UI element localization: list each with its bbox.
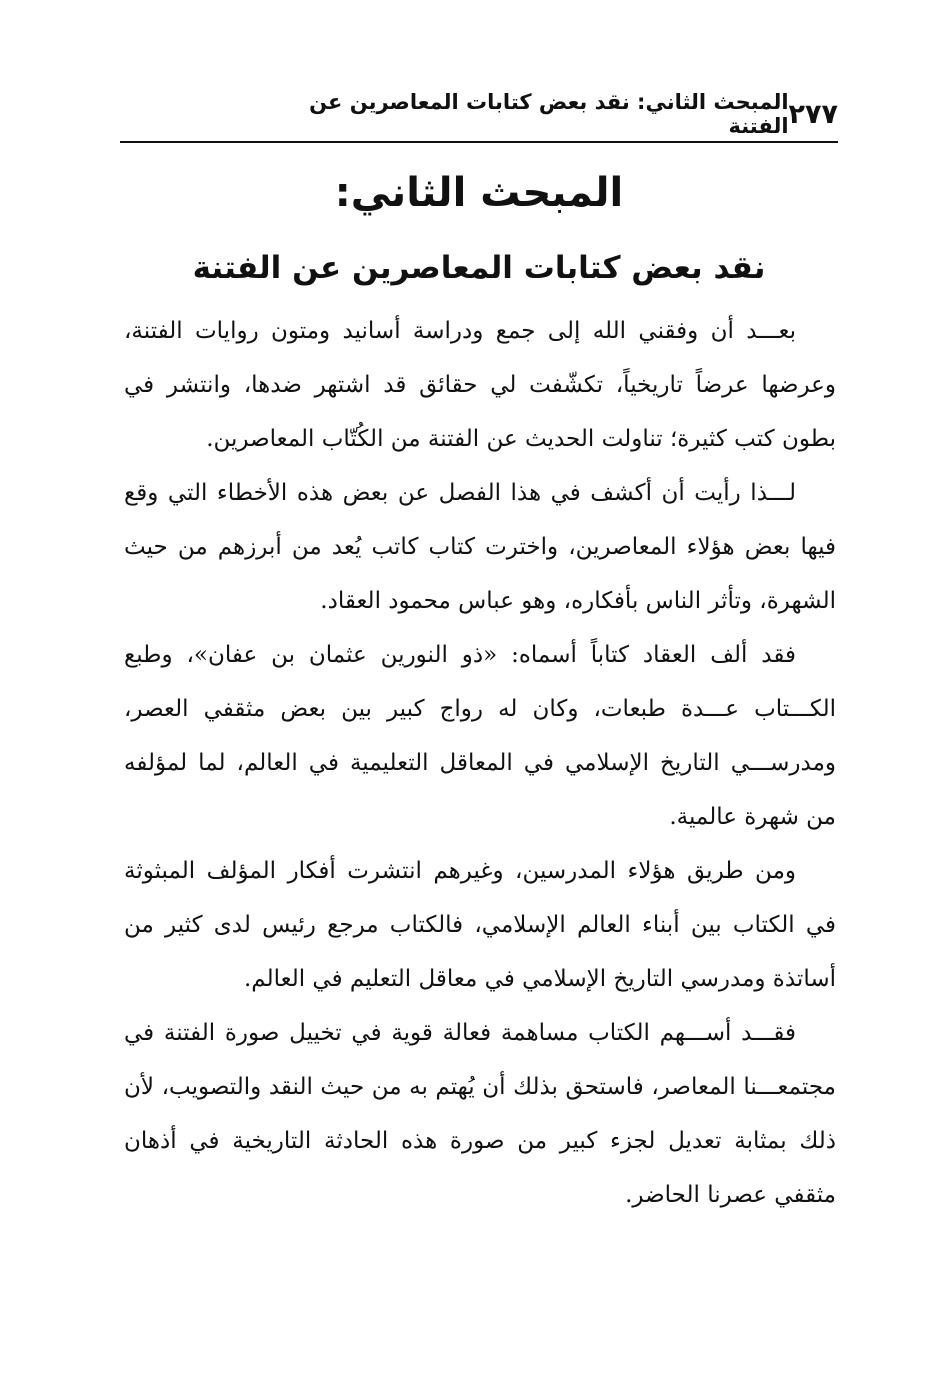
running-header (120, 92, 838, 136)
running-title: المبحث الثاني: نقد بعض كتابات المعاصرين عن الفتنة (309, 90, 789, 138)
paragraph-3: فقد ألف العقاد كتاباً أسماه: «ذو النورين عثمان بن عفان»، وطبع الكـــتاب عـــدة طبعات، وكان له رواج كبير بين بعض مثقفي العصر، ومدرســـي التاريخ الإسلامي في المعاقل التعليمية في العالم، لما لمؤلفه من شهرة عالمية. (124, 642, 836, 830)
section-subtitle: نقد بعض كتابات المعاصرين عن الفتنة (192, 250, 766, 286)
paragraph-4: ومن طريق هؤلاء المدرسين، وغيرهم انتشرت أفكار المؤلف المبثوثة في الكتاب بين أبناء العالم الإسلامي، فالكتاب مرجع رئيس لدى كثير من أساتذة ومدرسي التاريخ الإسلامي في معاقل التعليم في العالم. (124, 858, 836, 992)
paragraph-2: لـــذا رأيت أن أكشف في هذا الفصل عن بعض هذه الأخطاء التي وقع فيها بعض هؤلاء المعاصرين، واخترت كتاب كاتب يُعد من أبرزهم من حيث الشهرة، وتأثر الناس بأفكاره، وهو عباس محمود العقاد. (124, 480, 836, 614)
section-title: المبحث الثاني: (334, 170, 624, 216)
paragraph-1: بعـــد أن وفقني الله إلى جمع ودراسة أسانيد ومتون روايات الفتنة، وعرضها عرضاً تاريخياً، تكشّفت لي حقائق قد اشتهر ضدها، وانتشر في بطون كتب كثيرة؛ تناولت الحديث عن الفتنة من الكُتّاب المعاصرين. (124, 318, 837, 452)
paragraph-5: فقـــد أســـهم الكتاب مساهمة فعالة قوية في تخييل صورة الفتنة في مجتمعـــنا المعاصر، فاستحق بذلك أن يُهتم به من حيث النقد والتصويب، لأن ذلك بمثابة تعديل لجزء كبير من صورة هذه الحادثة التاريخية في أذهان مثقفي عصرنا الحاضر. (124, 1020, 836, 1208)
header-divider (120, 141, 838, 143)
page-number: ٢٧٧ (788, 98, 838, 130)
body-text (124, 304, 836, 1222)
